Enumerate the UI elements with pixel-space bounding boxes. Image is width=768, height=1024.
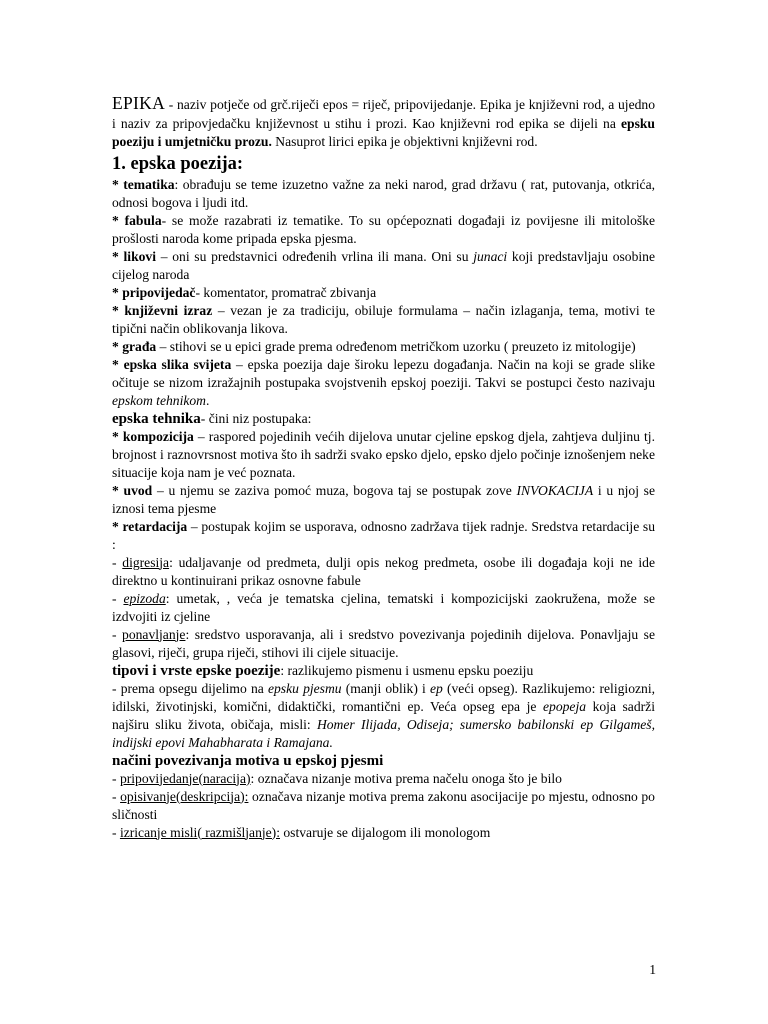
item-term: pripovijedač — [122, 284, 196, 300]
item-text: – stihovi se u epici grade prema određenom metričkom uzorku ( preuzeto iz mitologije) — [156, 338, 636, 354]
item-term: uvod — [123, 482, 153, 498]
item-text: : označava nizanje motiva prema načelu onoga što je bilo — [250, 770, 562, 786]
item-text: označava nizanje motiva prema zakonu asocijacije po mjestu, odnosno po sličnosti — [112, 788, 655, 822]
item-text: – epska poezija daje široku lepezu događanja. Način na koji se grade slike očituje se nizom izražajnih postupaka svojstvenih epskoj poeziji. Takvi se postupci često nazivaju — [112, 356, 656, 390]
tipovi-paragraph — [112, 680, 655, 752]
item-term: književni izraz — [124, 302, 213, 318]
intro-paragraph — [112, 94, 655, 152]
heading-text: : razlikujemo pismenu i usmenu epsku poeziju — [280, 662, 534, 678]
item-ponavljanje — [112, 626, 655, 662]
bullet-star: * — [112, 248, 124, 264]
item-izricanje-misli — [112, 824, 655, 842]
document-title: EPIKA — [112, 93, 166, 113]
item-term: opisivanje(deskripcija): — [120, 788, 249, 804]
item-text: – u njemu se zaziva pomoć muza, bogova taj se postupak zove — [152, 482, 517, 498]
item-term: digresija — [122, 554, 170, 570]
bullet-star: * — [112, 176, 124, 192]
item-term: retardacija — [122, 518, 188, 534]
section-heading-tipovi: tipovi i vrste epske poezije — [112, 662, 281, 679]
bullet-star: * — [112, 482, 124, 498]
title-dash: - — [165, 97, 177, 112]
item-text-end: i u njoj se iznosi tema pjesme — [112, 482, 656, 516]
para-text: koja sadrži najširu sliku života, običaja, misli: — [112, 698, 655, 732]
item-term: pripovijedanje(naracija) — [119, 770, 251, 786]
bullet-star: * — [112, 518, 123, 534]
item-text: : sredstvo usporavanja, ali i sredstvo povezivanja pojedinih dijelova. Ponavljaju se glasovi, riječi, grupa riječi, stihovi ili cijele situacije. — [112, 626, 655, 660]
item-term: kompozicija — [122, 428, 194, 444]
nacini-heading-line — [112, 752, 655, 770]
item-fabula — [112, 212, 655, 248]
para-italic: epopeja — [542, 698, 587, 714]
item-term: građa — [122, 338, 157, 354]
intro-text-end: Nasuprot lirici epika je objektivni književni rod. — [271, 134, 538, 149]
para-text: (manji oblik) i — [341, 680, 430, 696]
item-term: epizoda — [123, 590, 166, 606]
item-term: epska slika svijeta — [123, 356, 232, 372]
dash-prefix: - — [112, 554, 123, 570]
item-text: : udaljavanje od predmeta, dulji opis nekog predmeta, osobe ili događaja koji ne ide direktno u kontinuirani prikaz osnovne fabule — [112, 554, 655, 588]
item-italic: INVOKACIJA — [516, 482, 594, 498]
item-knjizevni-izraz — [112, 302, 655, 338]
dash-prefix: - — [112, 770, 120, 786]
item-epska-slika-svijeta — [112, 356, 655, 410]
bullet-star: * — [112, 338, 123, 354]
item-text-end: koji predstavljaju osobine cijelog naroda — [112, 248, 656, 282]
item-italic: junaci — [473, 248, 508, 264]
para-italic: epsku pjesmu — [267, 680, 342, 696]
item-text: – oni su predstavnici određenih vrlina ili mana. Oni su — [156, 248, 474, 264]
para-italic: Homer Ilijada, Odiseja; sumersko babilonski ep Gilgameš, indijski epovi Mahabharata i Ramajana. — [112, 716, 655, 750]
section-heading-epska-tehnika: epska tehnika — [112, 410, 201, 427]
item-opisivanje — [112, 788, 655, 824]
item-digresija — [112, 554, 655, 590]
item-text: - se može razabrati iz tematike. To su općepoznati događaji iz povijesne ili mitološke prošlosti naroda kome pripada epska pjesma. — [112, 212, 655, 246]
document-body — [112, 94, 655, 842]
item-tematika — [112, 176, 655, 212]
para-text: (veći opseg). Razlikujemo: religiozni, idilski, životinjski, komični, didaktički, romantični ep. Veća opseg epa je — [112, 680, 655, 714]
item-term: fabula — [124, 212, 162, 228]
item-text: – raspored pojedinih većih dijelova unutar cjeline epskog djela, zahtjeva duljinu tj. brojnost i raznovrsnost motiva što ih sadrži svako epsko djelo, epsko djelo počinje iznošenjem neke situacije koja nam je već poznata. — [112, 428, 655, 480]
dash-prefix: - — [112, 590, 124, 606]
epska-tehnika-heading-line — [112, 410, 655, 428]
item-italic: epskom tehnikom — [112, 392, 206, 408]
item-term: tematika — [123, 176, 175, 192]
section-heading-nacini: načini povezivanja motiva u epskoj pjesmi — [112, 752, 384, 769]
item-text: – postupak kojim se usporava, odnosno zadržava tijek radnje. Sredstva retardacije su : — [112, 518, 656, 552]
para-text: - prema opsegu dijelimo na — [112, 680, 268, 696]
bullet-star: * — [112, 212, 125, 228]
para-italic: ep — [429, 680, 443, 696]
item-text: : umetak, , veća je tematska cjelina, tematski i kompozicijski zaokružena, može se izdvojiti iz cjeline — [112, 590, 655, 624]
bullet-star: * — [112, 428, 123, 444]
item-pripovijedac — [112, 284, 655, 302]
item-uvod — [112, 482, 655, 518]
item-likovi — [112, 248, 655, 284]
bullet-star: * — [112, 356, 124, 372]
intro-text: naziv potječe od grč.riječi epos = riječ, pripovijedanje. Epika je književni rod, a ujedno i naziv za pripovjedačku književnost u stihu i prozi. Kao književni rod epika se dijeli na — [112, 97, 655, 131]
bullet-star: * — [112, 302, 125, 318]
item-term: likovi — [123, 248, 156, 264]
item-text: - komentator, promatrač zbivanja — [195, 284, 377, 300]
dash-prefix: - — [112, 788, 121, 804]
dash-prefix: - — [112, 626, 123, 642]
item-grada — [112, 338, 655, 356]
heading-text: - čini niz postupaka: — [200, 410, 312, 426]
item-epizoda — [112, 590, 655, 626]
bullet-star: * — [112, 284, 123, 300]
item-text: – vezan je za tradiciju, obiluje formulama – način izlaganja, tema, motivi te tipični način oblikovanja likova. — [112, 302, 655, 336]
item-retardacija — [112, 518, 655, 554]
item-term: ponavljanje — [122, 626, 186, 642]
dash-prefix: - — [112, 824, 120, 840]
item-term: izricanje misli( razmišljanje): — [119, 824, 280, 840]
item-text: : obrađuju se teme izuzetno važne za neki narod, grad državu ( rat, putovanja, otkrića, odnosi bogova i ljudi itd. — [112, 176, 655, 210]
section-heading-epska-poezija: 1. epska poezija: — [112, 153, 244, 174]
item-text: ostvaruje se dijalogom ili monologom — [279, 824, 491, 840]
page-number: 1 — [649, 962, 656, 977]
item-kompozicija — [112, 428, 655, 482]
intro-bold: epsku poeziju i umjetničku prozu. — [112, 115, 655, 149]
item-pripovijedanje — [112, 770, 655, 788]
item-text-end: . — [206, 392, 210, 408]
tipovi-heading-line — [112, 662, 655, 680]
